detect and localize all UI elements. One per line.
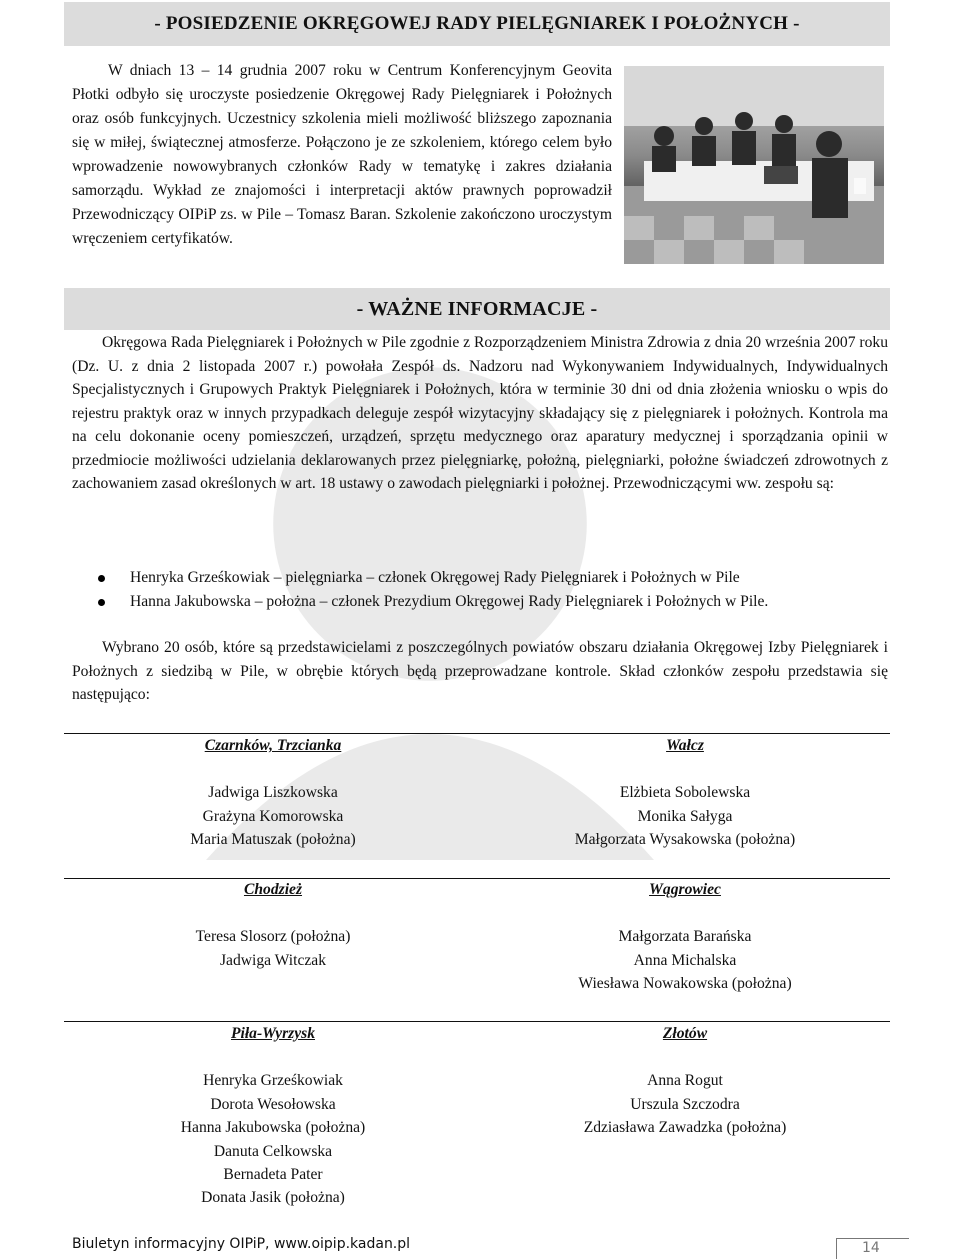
team-member: Jadwiga Witczak (219, 951, 327, 969)
list-item (96, 566, 886, 590)
team-member: Donata Jasik (położna) (201, 1189, 345, 1207)
team-title: Złotów (662, 1025, 708, 1042)
meeting-photo (624, 66, 884, 264)
important-header-text: - WAŻNE INFORMACJE - (356, 298, 598, 320)
team-member: Wiesława Nowakowska (położna) (578, 975, 792, 993)
team-member: Zdziasława Zawadzka (położna) (583, 1119, 787, 1137)
team-title: Wągrowiec (649, 881, 721, 898)
team-member: Grażyna Komorowska (202, 807, 344, 825)
section-header-important (64, 288, 890, 330)
footer-text: Biuletyn informacyjny OIPiP, www.oipip.kadan.pl (72, 1236, 411, 1252)
team-chodziez (68, 878, 478, 972)
info-paragraph: Okręgowa Rada Pielęgniarek i Położnych w Pile zgodnie z Rozporządzeniem Ministra Zdrowia z dnia 20 września 2007 roku (Dz. U. z dnia 2 listopada 2007 r.) powołała Zespół ds. Nadzoru nad Wykonywaniem Indywidualnych, Indywidualnych Specjalistycznych i Grupowych Praktyk Pielęgniarek i Położnych, która w terminie 30 dni od dnia złożenia wniosku o wpis do rejestru praktyk oraz w innych przypadkach deleguje zespół wizytacyjny składający się z pielęgniarek i położnych. Kontrola ma na celu dokonanie oceny pomieszczeń, urządzeń, sprzętu medycznego oraz aparatury medycznej i sporządzania opinii w przedmiocie możliwości udzielania deklarowanych przez pielęgniarkę, położną, pielęgniarki, położne świadczeń zdrowotnych z zachowaniem zasad określonych w art. 18 ustawy o zawodach pielęgniarki i położnej. Przewodniczącymi ww. zespołu są: (72, 334, 888, 492)
selection-paragraph: Wybrano 20 osób, które są przedstawicielami z poszczególnych powiatów obszaru działania Okręgowej Izby Pielęgniarek i Położnych z siedzibą w Pile, w obrębie których będą przeprowadzane kontrole. Skład członków zespołu przedstawia się następująco: (72, 639, 888, 703)
team-member: Jadwiga Liszkowska (208, 784, 338, 802)
team-member: Anna Rogut (647, 1072, 723, 1090)
team-title: Chodzież (243, 881, 303, 898)
team-walcz (480, 734, 890, 852)
team-member: Henryka Grześkowiak (203, 1072, 343, 1090)
team-title: Wałcz (666, 737, 704, 754)
list-item-text: Henryka Grześkowiak – pielęgniarka – członek Okręgowej Rady Pielęgniarek i Położnych w Pile (130, 569, 740, 586)
bullet-icon (98, 575, 105, 582)
team-czarnkow (68, 734, 478, 852)
team-member: Danuta Celkowska (213, 1142, 333, 1160)
team-member: Monika Sałyga (637, 807, 733, 825)
team-title: Czarnków, Trzcianka (204, 737, 342, 754)
list-item-text: Hanna Jakubowska – położna – członek Prezydium Okręgowej Rady Pielęgniarek i Położnych w Pile. (130, 593, 769, 610)
team-pila-wyrzysk (68, 1022, 478, 1210)
team-title: Piła-Wyrzysk (230, 1025, 316, 1042)
team-member: Maria Matuszak (położna) (190, 831, 356, 849)
team-member: Dorota Wesołowska (210, 1095, 336, 1113)
team-member: Anna Michalska (633, 951, 737, 969)
team-member: Elżbieta Sobolewska (619, 784, 751, 802)
chairs-list (96, 566, 886, 614)
bullet-icon (98, 599, 105, 606)
team-member: Małgorzata Barańska (618, 928, 752, 946)
team-member: Urszula Szczodra (630, 1095, 740, 1113)
team-wagrowiec (480, 878, 890, 996)
team-member: Teresa Slosorz (położna) (195, 928, 351, 946)
team-zlotow (480, 1022, 890, 1140)
section-header-meeting: - POSIEDZENIE OKRĘGOWEJ RADY PIELĘGNIAREK I POŁOŻNYCH - (64, 2, 890, 46)
meeting-paragraph: W dniach 13 – 14 grudnia 2007 roku w Centrum Konferencyjnym Geovita Płotki odbyło się uroczyste posiedzenie Okręgowej Rady Pielęgniarek i Położnych oraz osób funkcyjnych. Uczestnicy szkolenia mieli możliwość bliższego zapoznania się w miłej, świątecznej atmosferze. Połączono je ze szkoleniem, którego celem było wprowadzenie nowowybranych członków Rady w tematykę i zakres działania samorządu. Wykład ze znajomości i interpretacji aktów prawnych poprowadził Przewodniczący OIPiP zs. w Pile – Tomasz Baran. Szkolenie zakończono uroczystym wręczeniem certyfikatów. (72, 62, 612, 247)
list-item (96, 590, 886, 614)
team-member: Hanna Jakubowska (położna) (180, 1119, 366, 1137)
page-number: 14 (862, 1240, 880, 1256)
team-member: Małgorzata Wysakowska (położna) (574, 831, 796, 849)
team-member: Bernadeta Pater (223, 1166, 323, 1184)
